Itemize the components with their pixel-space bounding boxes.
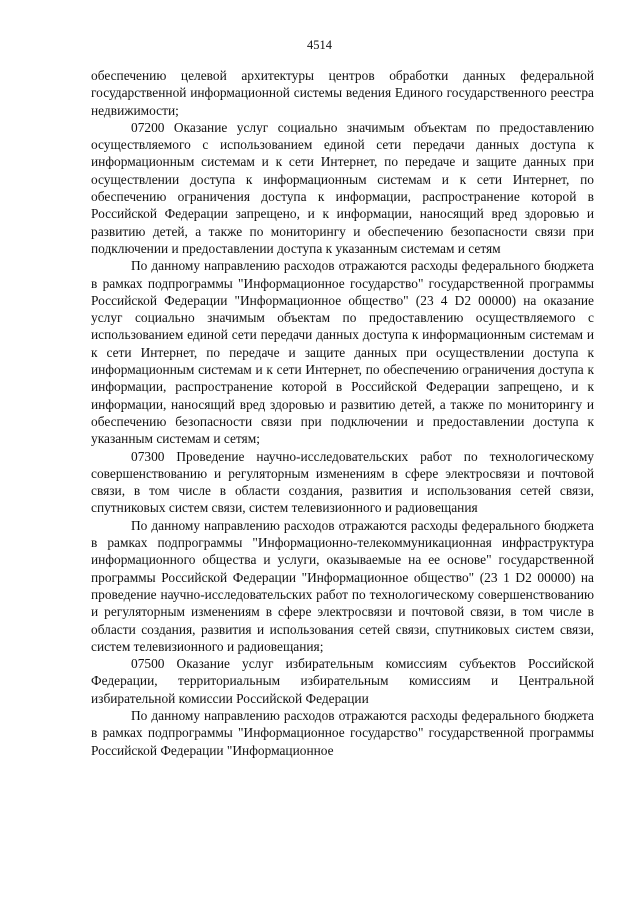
document-body xyxy=(91,67,594,759)
paragraph-code-07200: 07200 Оказание услуг социально значимым объектам по предоставлению осуществляемого с использованием единой сети передачи данных доступа к информационным системам и к сети Интернет, по передаче и защите данных при осуществлении доступа к информационным системам и к сети Интернет, по обеспечению ограничения доступа к информации, распространение которой в Российской Федерации запрещено, и к информации, наносящий вред здоровью и развитию детей, а также по мониторингу и обеспечению безопасности связи при подключении и предоставлении доступа к указанным системам и сетям xyxy=(91,119,594,256)
paragraph-continuation: обеспечению целевой архитектуры центров обработки данных федеральной государственной информационной системы ведения Единого государственного реестра недвижимости; xyxy=(91,68,594,118)
paragraph-description-07500: По данному направлению расходов отражаются расходы федерального бюджета в рамках подпрограммы "Информационное государство" государственной программы Российской Федерации "Информационное xyxy=(91,707,594,758)
paragraph-code-07300: 07300 Проведение научно-исследовательских работ по технологическому совершенствованию и регуляторным изменениям в сфере электросвязи и почтовой связи, в том числе в области создания, развития и использования сетей связи, спутниковых систем связи, систем телевизионного и радиовещания xyxy=(91,448,594,516)
page-number: 4514 xyxy=(307,38,332,52)
paragraph-description-07200: По данному направлению расходов отражаются расходы федерального бюджета в рамках подпрограммы "Информационное государство" государственной программы Российской Федерации "Информационное общество" (23 4 D2 00000) на оказание услуг социально значимым объектам по предоставлению осуществляемого с использованием единой сети передачи данных доступа к информационным системам и к сети Интернет, по передаче и защите данных при осуществлении доступа к информационным системам и к сети Интернет, по обеспечению ограничения доступа к информации, распространение которой в Российской Федерации запрещено, и к информации, наносящий вред здоровью и развитию детей, а также по мониторингу и обеспечению безопасности связи при подключении и предоставлении доступа к указанным системам и сетям; xyxy=(91,258,594,447)
paragraph-code-07500: 07500 Оказание услуг избирательным комиссиям субъектов Российской Федерации, территориальным избирательным комиссиям и Центральной избирательной комиссии Российской Федерации xyxy=(91,656,594,706)
paragraph-description-07300: По данному направлению расходов отражаются расходы федерального бюджета в рамках подпрограммы "Информационно-телекоммуникационная инфраструктура информационного общества и услуги, оказываемые на ее основе" государственной программы Российской Федерации "Информационное общество" (23 1 D2 00000) на проведение научно-исследовательских работ по технологическому совершенствованию и регуляторным изменениям в сфере электросвязи и почтовой связи, в том числе в области создания, развития и использования сетей связи, спутниковых систем связи, систем телевизионного и радиовещания; xyxy=(91,517,594,654)
